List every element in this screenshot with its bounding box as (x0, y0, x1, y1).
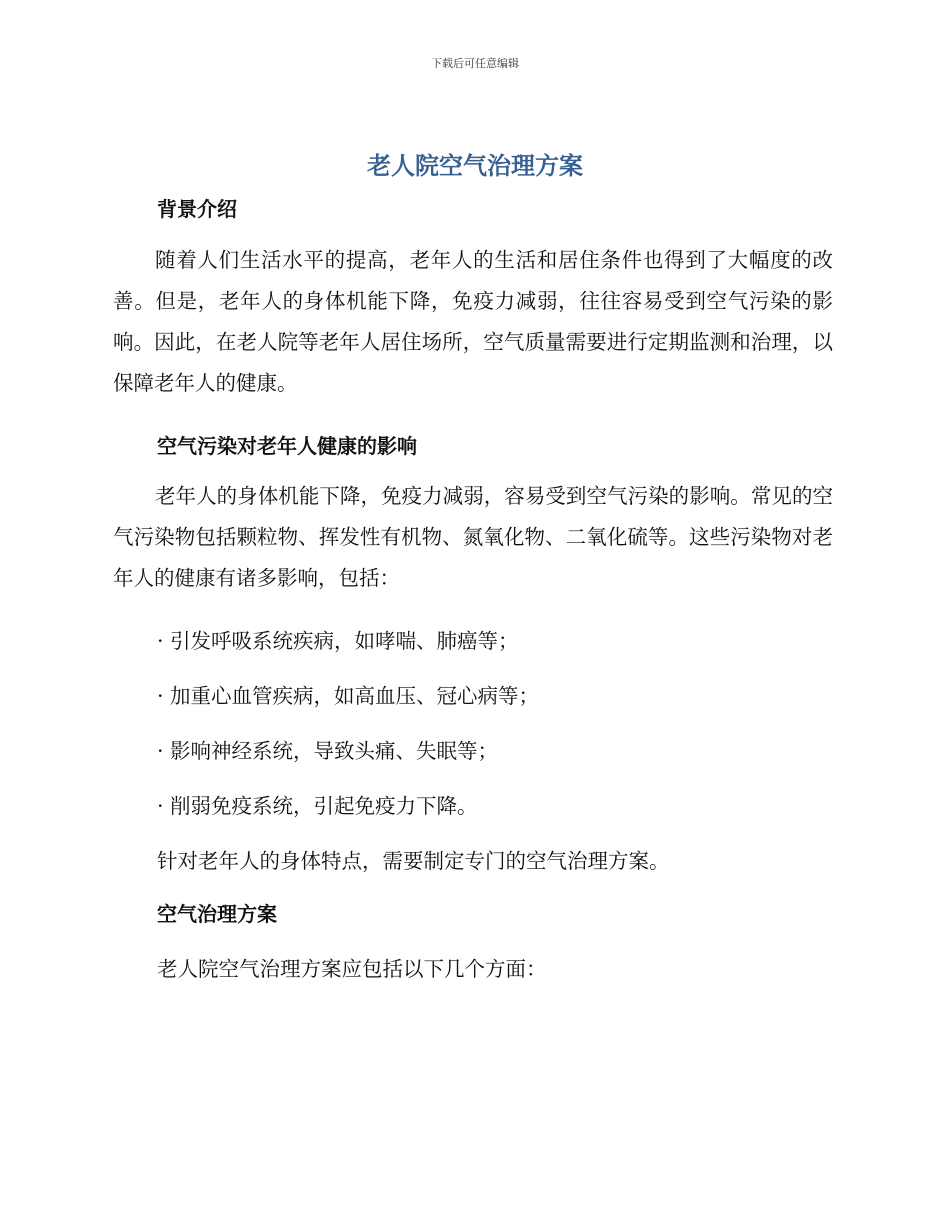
section-heading-plan: 空气治理方案 (157, 902, 277, 926)
impact-paragraph: 老年人的身体机能下降，免疫力减弱，容易受到空气污染的影响。常见的空气污染物包括颗粒物、挥发性有机物、氮氧化物、二氧化硫等。这些污染物对老年人的健康有诸多影响，包括： (113, 484, 833, 590)
background-paragraph: 随着人们生活水平的提高，老年人的生活和居住条件也得到了大幅度的改善。但是，老年人的身体机能下降，免疫力减弱，往往容易受到空气污染的影响。因此，在老人院等老年人居住场所，空气质量需要进行定期监测和治理，以保障老年人的健康。 (113, 248, 833, 395)
bullet-item-nervous: · 影响神经系统，导致头痛、失眠等； (157, 739, 499, 763)
section-heading-impact: 空气污染对老年人健康的影响 (157, 434, 417, 458)
bullet-item-cardiovascular: · 加重心血管疾病，如高血压、冠心病等； (157, 684, 540, 708)
page-header-note: 下载后可任意编辑 (431, 57, 519, 70)
impact-conclusion: 针对老年人的身体特点，需要制定专门的空气治理方案。 (157, 849, 670, 873)
plan-intro: 老人院空气治理方案应包括以下几个方面： (157, 957, 547, 981)
section-heading-background: 背景介绍 (157, 197, 237, 221)
document-title: 老人院空气治理方案 (367, 152, 583, 180)
bullet-item-respiratory: · 引发呼吸系统疾病，如哮喘、肺癌等； (157, 629, 519, 653)
bullet-item-immune: · 削弱免疫系统，引起免疫力下降。 (157, 794, 478, 818)
